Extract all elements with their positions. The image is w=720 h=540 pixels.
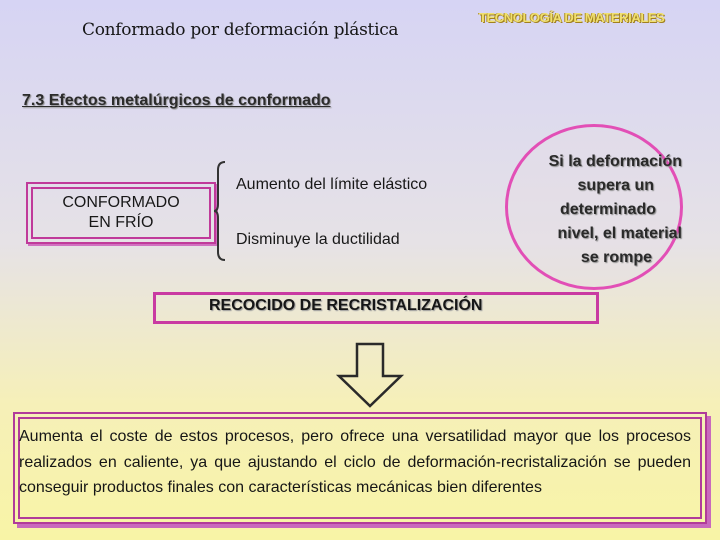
section-heading: 7.3 Efectos metalúrgicos de conformado	[22, 92, 331, 109]
cold-forming-label-line1: CONFORMADO	[62, 194, 180, 211]
down-arrow-icon	[335, 342, 405, 408]
cold-forming-box	[26, 182, 216, 244]
subject-label: TECNOLOGÍA DE MATERIALES	[479, 10, 665, 25]
conclusion-text: Aumenta el coste de estos procesos, pero ofrece una versatilidad mayor que los procesos realizados en caliente, ya que ajustando el ciclo de deformación-recristalización se pueden conseguir productos finales con características mecánicas bien diferentes	[19, 428, 691, 496]
left-brace-icon	[213, 160, 227, 262]
callout-line: se rompe	[580, 249, 652, 266]
callout-line: Si la deformación	[548, 153, 682, 170]
slide-title: Conformado por deformación plástica	[82, 20, 399, 40]
callout-line: determinado	[559, 201, 656, 218]
cold-forming-box-inner	[31, 187, 211, 239]
effect-item-elastic-limit: Aumento del límite elástico	[236, 176, 428, 193]
callout-text	[506, 150, 682, 270]
recrystallization-label: RECOCIDO DE RECRISTALIZACIÓN	[209, 297, 483, 314]
effect-item-ductility: Disminuye la ductilidad	[236, 231, 400, 248]
callout-line: nivel, el material	[557, 225, 682, 242]
cold-forming-label-line2: EN FRÍO	[88, 214, 154, 231]
callout-line: supera un	[577, 177, 654, 194]
